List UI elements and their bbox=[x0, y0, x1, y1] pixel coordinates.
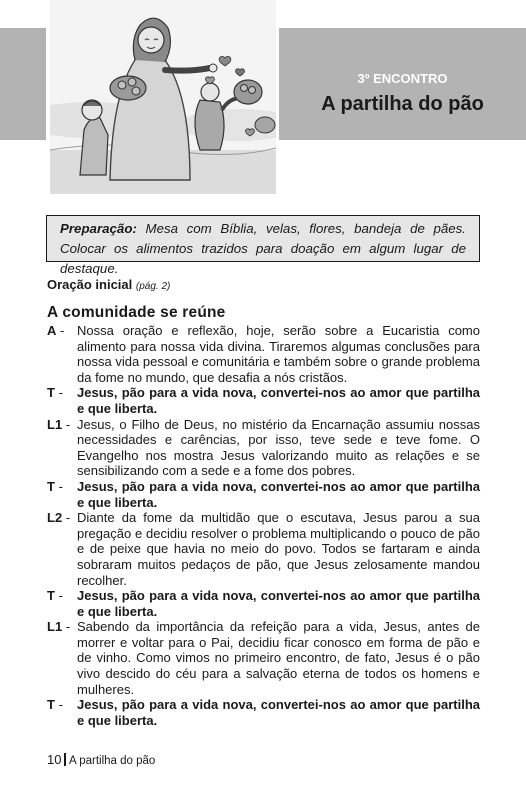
encounter-label: 3º ENCONTRO bbox=[357, 71, 448, 86]
speaker-label: L1 - bbox=[47, 416, 71, 432]
section-title: A comunidade se reúne bbox=[47, 304, 226, 321]
illustration-jesus-children bbox=[50, 0, 276, 194]
response-entry bbox=[47, 385, 480, 416]
page-number: 10 bbox=[47, 752, 62, 767]
dialogue-text: Nossa oração e reflexão, hoje, serão sobre a Eucaristia como alimento para nossa vida divina. Tiraremos algumas conclusões para nossa vida pessoal e comunitária e também sobre o grande problema da fome no mundo, que desafia a nós cristãos. bbox=[77, 323, 480, 385]
dialogue-text: Sabendo da importância da refeição para a vida, Jesus, antes de morrer e voltar para o Pai, decidiu ficar conosco em forma de pão e de vinho. Como vimos no primeiro encontro, de fato, Jesus é o pão vivo descido do céu para a salvação eterna de todos os homens e mulheres. bbox=[77, 619, 480, 697]
running-title: A partilha do pão bbox=[68, 755, 156, 767]
page-footer bbox=[47, 752, 155, 767]
preparation-text: Mesa com Bíblia, velas, flores, bandeja de pães. Colocar os alimentos trazidos para doação em algum lugar de destaque. bbox=[60, 221, 466, 276]
response-text: Jesus, pão para a vida nova, convertei-nos ao amor que partilha e que liberta. bbox=[77, 697, 480, 728]
speaker-label: L2 - bbox=[47, 510, 71, 526]
speaker-label: L1 - bbox=[47, 619, 71, 635]
dialogue bbox=[47, 323, 480, 728]
footer-separator bbox=[64, 753, 66, 766]
dialogue-entry bbox=[47, 510, 480, 588]
response-entry bbox=[47, 697, 480, 728]
dialogue-entry bbox=[47, 417, 480, 479]
speaker-label: T - bbox=[47, 385, 63, 401]
opening-prayer-label: Oração inicial bbox=[47, 277, 133, 292]
speaker-label: T - bbox=[47, 588, 63, 604]
response-text: Jesus, pão para a vida nova, convertei-nos ao amor que partilha e que liberta. bbox=[77, 588, 480, 619]
page-title: A partilha do pão bbox=[321, 93, 484, 115]
dialogue-entry bbox=[47, 619, 480, 697]
response-entry bbox=[47, 479, 480, 510]
speaker-label: T - bbox=[47, 478, 63, 494]
dialogue-text: Jesus, o Filho de Deus, no mistério da Encarnação assumiu nossas necessidades e carências, por isso, teve sede e teve fome. O Evangelho nos mostra Jesus valorizando muito as relações e se sensibilizando com a sede e a fome dos pobres. bbox=[77, 416, 480, 479]
opening-prayer-page-ref: (pág. 2) bbox=[135, 281, 171, 292]
header-band-left bbox=[0, 28, 46, 140]
response-text: Jesus, pão para a vida nova, convertei-nos ao amor que partilha e que liberta. bbox=[77, 385, 480, 416]
preparation-label: Preparação: bbox=[60, 221, 137, 236]
speaker-label: T - bbox=[47, 697, 63, 713]
preparation-box bbox=[46, 215, 480, 276]
speaker-label: A - bbox=[47, 323, 65, 338]
dialogue-entry bbox=[47, 323, 480, 385]
opening-prayer bbox=[47, 277, 170, 292]
illustration-drawing bbox=[50, 0, 276, 194]
dialogue-text: Diante da fome da multidão que o escutava, Jesus parou a sua pregação e decidiu resolver o problema multiplicando o pouco de pão e de peixe que havia no meio do povo. Todos se fartaram e ainda sobraram muitos pedaços de pão, que Jesus zelosamente mandou recolher. bbox=[77, 510, 480, 588]
response-text: Jesus, pão para a vida nova, convertei-nos ao amor que partilha e que liberta. bbox=[77, 478, 480, 510]
response-entry bbox=[47, 588, 480, 619]
